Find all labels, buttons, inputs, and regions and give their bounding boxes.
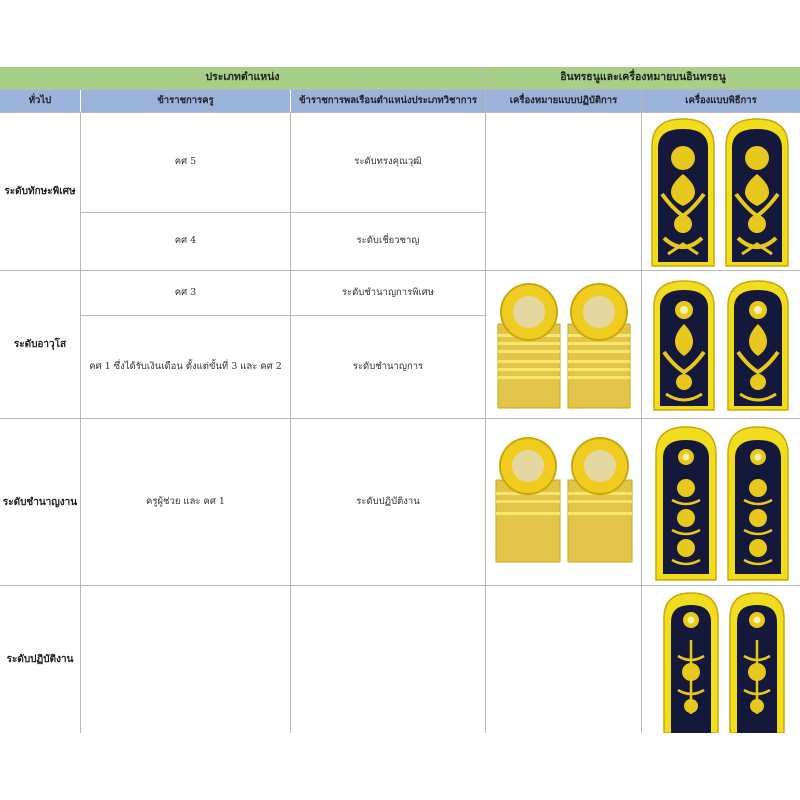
ceremonial-shoulder-board-image bbox=[652, 424, 794, 582]
row2a-teacher: คศ 3 bbox=[174, 286, 197, 298]
header-teacher: ข้าราชการครู bbox=[81, 90, 290, 112]
header-insignia: อินทรธนูและเครื่องหมายบนอินทรธนู bbox=[486, 67, 800, 89]
header-position-type: ประเภทตำแหน่ง bbox=[0, 67, 485, 89]
row2b-civil: ระดับชำนาญการ bbox=[352, 360, 424, 372]
row2a-civil: ระดับชำนาญการพิเศษ bbox=[341, 286, 435, 298]
row3-teacher: ครูผู้ช่วย และ คศ 1 bbox=[146, 495, 225, 507]
header-ceremonial: เครื่องแบบพิธีการ bbox=[642, 90, 800, 112]
row1b-teacher: คศ 4 bbox=[174, 235, 197, 247]
row2b-teacher: คศ 1 ซึ่งได้รับเงินเดือน ตั้งแต่ขั้นที่ 3 และ คศ 2 bbox=[89, 360, 282, 372]
row4-general: ระดับปฏิบัติงาน bbox=[6, 654, 74, 665]
header-general: ทั่วไป bbox=[0, 90, 80, 112]
ceremonial-shoulder-board-image bbox=[648, 116, 794, 268]
row3-general: ระดับชำนาญงาน bbox=[2, 496, 78, 508]
practical-epaulette-image bbox=[494, 436, 636, 564]
row1b-civil: ระดับเชี่ยวชาญ bbox=[356, 235, 420, 247]
row1a-civil: ระดับทรงคุณวุฒิ bbox=[354, 156, 422, 168]
row1-general: ระดับทักษะพิเศษ bbox=[4, 186, 76, 197]
row1a-teacher: คศ 5 bbox=[174, 156, 197, 168]
ceremonial-shoulder-board-image bbox=[650, 278, 794, 412]
header-practical: เครื่องหมายแบบปฏิบัติการ bbox=[486, 90, 641, 112]
ceremonial-shoulder-board-image bbox=[660, 590, 790, 733]
practical-epaulette-image bbox=[496, 282, 636, 410]
row3-civil: ระดับปฏิบัติงาน bbox=[356, 495, 420, 507]
row2-general: ระดับอาวุโส bbox=[13, 339, 67, 350]
header-civil-academic: ข้าราชการพลเรือนตำแหน่งประเภทวิชาการ bbox=[291, 90, 485, 112]
